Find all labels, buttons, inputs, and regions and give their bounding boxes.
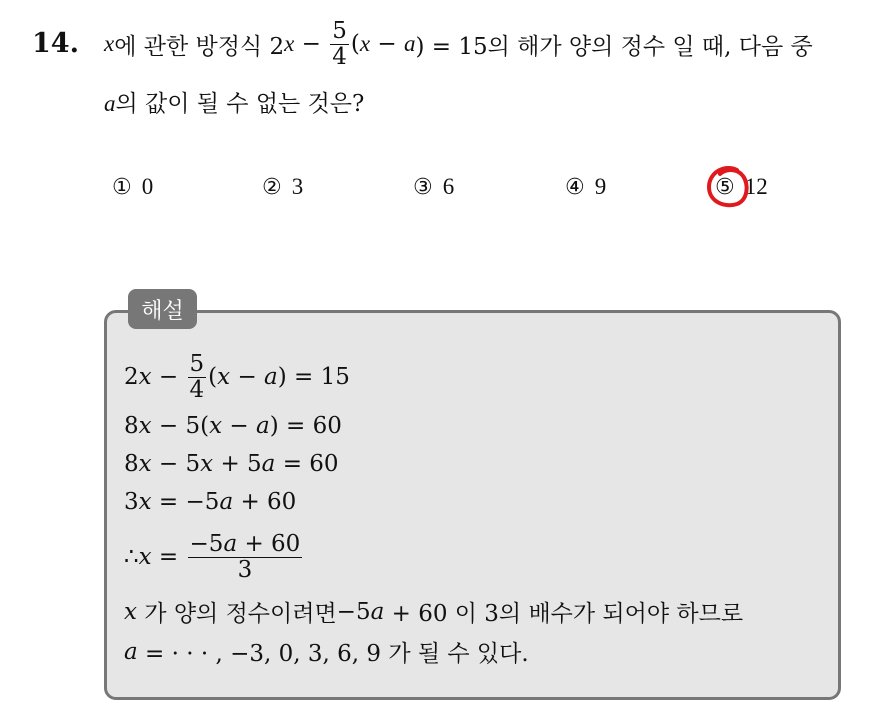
solution-label: 해설 [128,289,197,329]
var-x: x [138,364,152,390]
solution-eq-3 [124,451,339,477]
text: 가 양의 정수이려면 [136,601,337,627]
var-x: x [200,451,214,477]
text: 3 [124,489,139,515]
solution-eq-1 [124,348,350,406]
text: −5 [336,598,371,625]
fraction-numerator: 5 [189,351,205,378]
question-number: 14. [32,28,79,59]
fraction-denominator: 3 [237,556,253,583]
var-a: a [261,451,276,477]
choice-value: 3 [291,174,304,199]
var-x: x [138,413,152,439]
question-text-line2 [104,85,364,118]
text: ( [208,364,218,390]
choice-3[interactable] [413,174,454,200]
text: = · · · , −3, 0, 3, 6, 9 가 될 수 있다. [137,641,529,667]
answer-circle-icon [703,162,753,212]
var-a: a [264,364,278,390]
text: − 5( [151,413,210,439]
choice-mark: ① [112,174,132,200]
var-x: x [138,489,152,515]
var-a: a [104,91,116,116]
text: 에 관한 방정식 2 [114,33,285,60]
text: − [151,364,186,390]
solution-line-6 [124,595,743,628]
text: − 5 [151,451,201,477]
therefore-symbol: ∴ [124,544,139,570]
fraction [188,352,207,401]
var-a: a [124,638,138,665]
text: ) = 15 [277,364,350,390]
var-a: a [219,489,234,515]
choice-mark: ② [262,174,282,200]
choice-mark: ③ [413,174,433,200]
text: + 60 [233,489,297,515]
var-a: a [256,413,270,439]
fraction-numerator: 5 [332,18,347,45]
solution-eq-5 [124,526,304,588]
solution-line-7 [124,635,529,668]
var-x: x [138,451,152,477]
text: ) = 60 [269,413,342,439]
text: = −5 [151,489,220,515]
question-text-line1 [104,14,813,74]
choice-mark: ⑤ [715,174,735,200]
var-a: a [223,531,238,558]
text: 8 [124,413,139,439]
var-x: x [284,31,295,56]
choice-value: 6 [442,174,455,199]
solution-eq-4 [124,489,296,515]
var-a: a [403,31,416,56]
var-x: x [217,364,231,390]
choice-value: 0 [141,174,154,199]
text: + 60 [237,531,301,558]
var-x: x [124,598,137,625]
text: − [230,364,265,390]
text: + 60 이 3의 배수가 되어야 하므로 [384,601,744,627]
fraction-denominator: 4 [189,376,205,403]
choice-2[interactable] [262,174,303,200]
choice-value: 9 [594,174,607,199]
choice-4[interactable] [565,174,606,200]
text: −5 [189,531,224,558]
text: 의 값이 될 수 없는 것은? [115,91,365,117]
var-a: a [370,598,385,625]
choice-1[interactable] [112,174,153,200]
text: − [370,31,404,57]
text: ( [350,31,360,57]
text: = 60 [275,451,339,477]
text: − [222,413,257,439]
var-x: x [359,31,371,56]
text: 8 [124,451,139,477]
var-x: x [138,544,152,570]
text: − [294,31,329,57]
fraction [188,532,303,581]
text: 2 [124,364,139,390]
text: ) = 15의 해가 양의 정수 일 때, 다음 중 [415,33,813,60]
var-x: x [104,31,115,56]
choice-value: 12 [744,174,768,199]
fraction-denominator: 4 [332,43,347,70]
text: + 5 [213,451,262,477]
var-x: x [209,413,223,439]
fraction-numerator [188,532,303,556]
fraction [330,19,349,68]
text: = [151,544,186,570]
solution-eq-2 [124,413,342,439]
choice-mark: ④ [565,174,585,200]
